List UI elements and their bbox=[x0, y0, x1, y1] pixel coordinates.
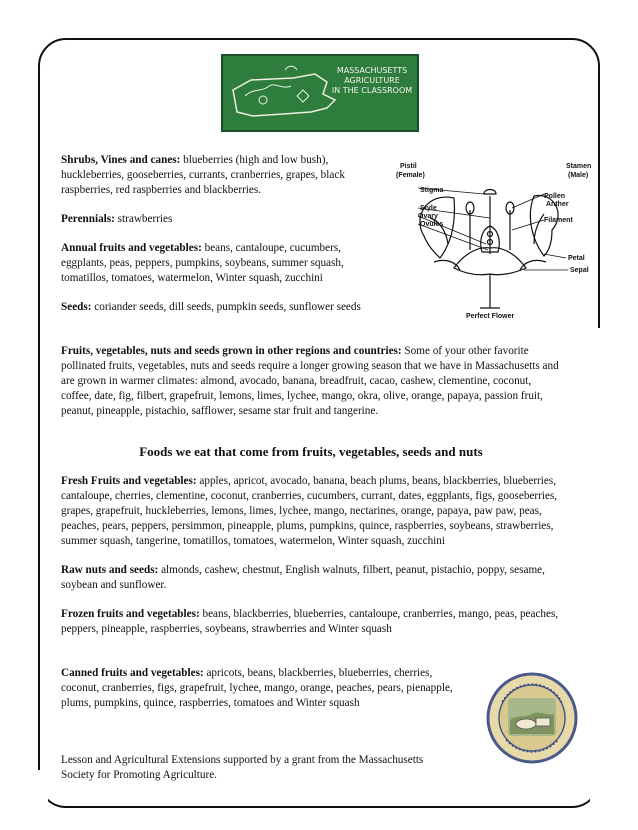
stamen-label: Stamen bbox=[566, 163, 592, 170]
sepal-label: Sepal bbox=[570, 267, 589, 274]
pistil-sub-label: (Female) bbox=[396, 172, 425, 179]
flower-drawing bbox=[420, 190, 558, 309]
ovary-label: Ovary bbox=[418, 213, 438, 220]
foods-list bbox=[61, 474, 561, 651]
ovules-label: Ovules bbox=[420, 221, 444, 228]
footer-credit: Lesson and Agricultural Extensions supported by a grant from the Massachusetts Society for Promoting Agriculture. bbox=[61, 754, 424, 781]
perennials-paragraph: Perennials: strawberries bbox=[61, 213, 173, 225]
plant-categories bbox=[61, 153, 386, 329]
pollen-label: Pollen bbox=[544, 193, 566, 200]
perfect-flower-diagram bbox=[394, 158, 600, 322]
section-heading: Foods we eat that come from fruits, vegetables, seeds and nuts bbox=[139, 444, 483, 459]
society-seal bbox=[486, 672, 578, 764]
ag-in-classroom-logo bbox=[221, 54, 419, 132]
stamen-sub-label: (Male) bbox=[568, 172, 589, 179]
stigma-label: Stigma bbox=[420, 187, 444, 194]
seeds-paragraph: Seeds: coriander seeds, dill seeds, pumpkin seeds, sunflower seeds bbox=[61, 301, 361, 313]
logo-text: MASSACHUSETTS AGRICULTURE IN THE CLASSROOM bbox=[331, 66, 413, 95]
fresh-paragraph: Fresh Fruits and vegetables: apples, apricot, avocado, banana, beach plums, beans, blackberries, blueberries, cantaloupe, cherries, clementine, coconut, cranberries, cucumbers, currant, dates, eggplants, figs, gooseberries, grapes, grapefruit, huckleberries, lemons, limes, lychee, mango, nectarines, orange, papaya, paw paw, peas, peaches, pears, peppers, persimmon, pineapple, plums, pumpkins, quince, raspberries, soybeans, strawberries, summer squash, tangerine, tomatillos, tomatoes, watermelon, Winter squash, zucchini bbox=[61, 475, 558, 547]
style-label: Style bbox=[420, 205, 437, 212]
diagram-caption: Perfect Flower bbox=[466, 313, 515, 320]
frozen-paragraph: Frozen fruits and vegetables: beans, blackberries, blueberries, cantaloupe, cranberries, mango, peas, peaches, peppers, pineapple, raspberries, soybeans, strawberries and Winter squash bbox=[61, 608, 559, 635]
filament-label: Filament bbox=[544, 217, 573, 224]
canned-paragraph: Canned fruits and vegetables: apricots, beans, blackberries, blueberries, cherries, coconut, cranberries, figs, grapefruit, lychee, mango, orange, peaches, pears, pienapple, plums, pumpkins, quince, raspberries, tomatoes and Winter squash bbox=[61, 667, 453, 709]
raw-paragraph: Raw nuts and seeds: almonds, cashew, chestnut, English walnuts, filbert, peanut, pistachio, poppy, sesame, soybean and sunflower. bbox=[61, 564, 545, 591]
anther-label: Anther bbox=[546, 201, 569, 208]
petal-label: Petal bbox=[568, 255, 585, 262]
annual-paragraph: Annual fruits and vegetables: beans, cantaloupe, cucumbers, eggplants, peas, peppers, pumpkins, soybeans, summer squash, tomatillos, tomatoes, watermelon, Winter squash, zucchini bbox=[61, 242, 344, 284]
shrubs-paragraph: Shrubs, Vines and canes: blueberries (high and low bush), huckleberries, gooseberries, currants, cranberries, grapes, black raspberries, red raspberries and blackberries. bbox=[61, 154, 345, 196]
pistil-label: Pistil bbox=[400, 163, 417, 170]
other-regions-paragraph: Fruits, vegetables, nuts and seeds grown in other regions and countries: Some of your other favorite pollinated fruits, vegetables, nuts and seeds require a longer growing season that we have in Massachusetts and are grown in warmer climates: almond, avocado, banana, breadfruit, cacao, cashew, clementine, coconut, coffee, date, fig, filbert, grapefruit, lemons, limes, lychee, mango, okra, olive, orange, papaya, passion fruit, peanut, pineapple, pistachio, safflower, sesame star fruit and tangerine. bbox=[61, 345, 559, 417]
